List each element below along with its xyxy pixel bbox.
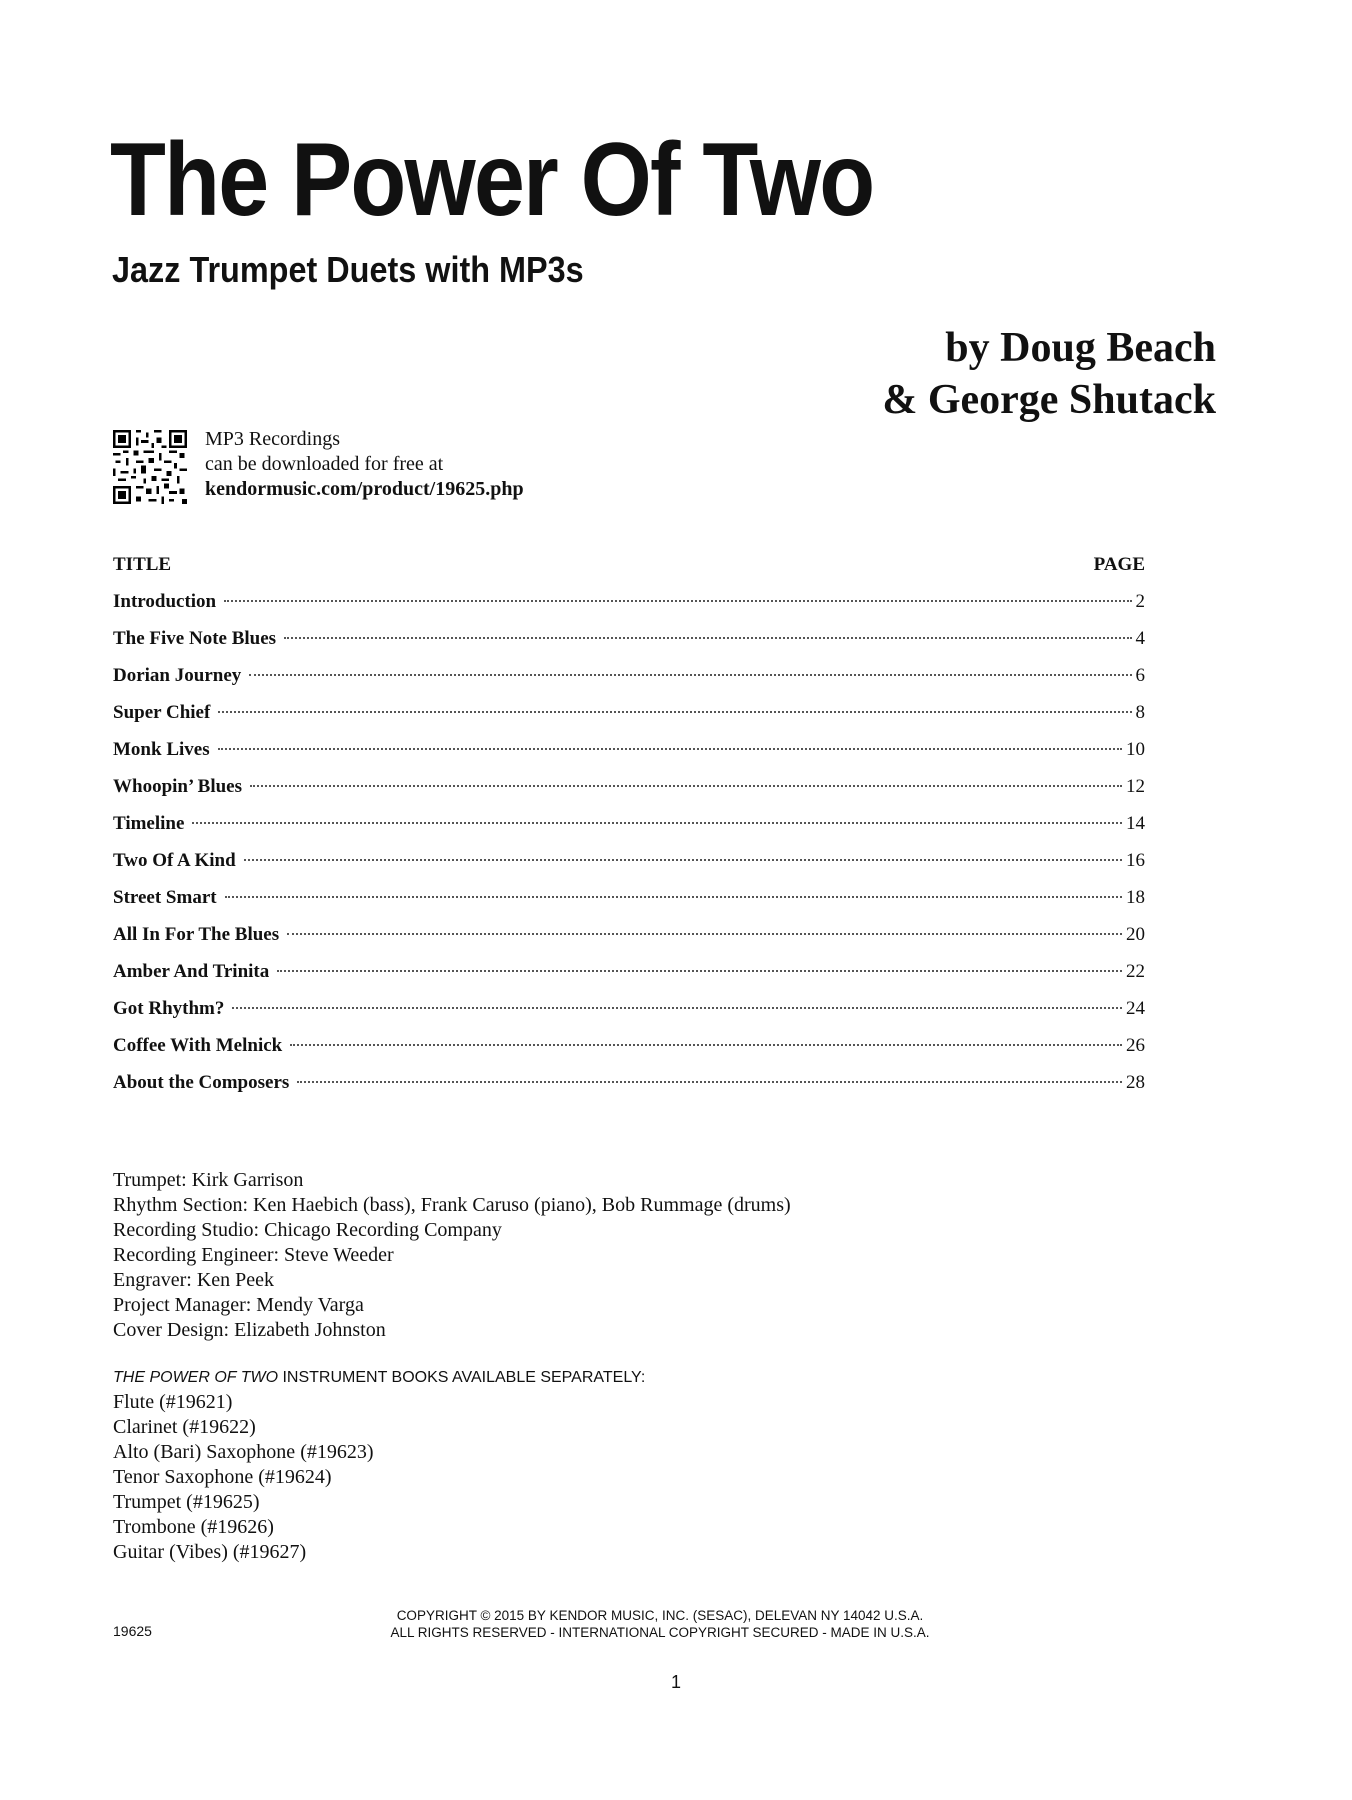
instrument-book-item: Clarinet (#19622) <box>113 1416 256 1438</box>
credit-line: Rhythm Section: Ken Haebich (bass), Frank Caruso (piano), Bob Rummage (drums) <box>113 1194 791 1216</box>
page-subtitle: Jazz Trumpet Duets with MP3s <box>112 249 584 290</box>
toc-entry-page: 24 <box>1126 998 1145 1019</box>
author-line-1: by Doug Beach <box>945 325 1216 371</box>
instrument-book-item: Flute (#19621) <box>113 1391 233 1413</box>
toc-entry-title: Coffee With Melnick <box>113 1035 283 1056</box>
instrument-book-item: Guitar (Vibes) (#19627) <box>113 1541 307 1563</box>
credit-line: Project Manager: Mendy Varga <box>113 1294 364 1316</box>
toc-entry-page: 26 <box>1126 1035 1145 1056</box>
toc-entry-title: All In For The Blues <box>113 924 280 945</box>
mp3-url-link[interactable]: kendormusic.com/product/19625.php <box>205 478 524 500</box>
available-books-heading <box>113 1369 645 1387</box>
available-series-title: THE POWER OF TWO <box>113 1369 279 1386</box>
toc-entry[interactable] <box>113 772 1145 809</box>
mp3-line-1: MP3 Recordings <box>205 428 340 450</box>
toc-entry-page: 4 <box>1135 628 1145 649</box>
credit-line: Recording Studio: Chicago Recording Company <box>113 1219 502 1241</box>
toc-header <box>113 550 1145 587</box>
toc-entry-title: Got Rhythm? <box>113 998 225 1019</box>
toc-leader-dots <box>225 896 1122 898</box>
toc-entry[interactable] <box>113 957 1145 994</box>
page-number: 1 <box>670 1672 681 1692</box>
copyright-line-1: COPYRIGHT © 2015 BY KENDOR MUSIC, INC. (SESAC), DELEVAN NY 14042 U.S.A. <box>396 1608 924 1623</box>
credit-line: Recording Engineer: Steve Weeder <box>113 1244 394 1266</box>
toc-entry-title: Street Smart <box>113 887 217 908</box>
toc-title-header: TITLE <box>113 554 172 575</box>
toc-leader-dots <box>218 711 1131 713</box>
toc-entry[interactable] <box>113 994 1145 1031</box>
instrument-book-item: Trombone (#19626) <box>113 1516 274 1538</box>
instrument-book-item: Alto (Bari) Saxophone (#19623) <box>113 1441 374 1463</box>
toc-entry-title: Two Of A Kind <box>113 850 236 871</box>
toc-leader-dots <box>277 970 1122 972</box>
toc-entry-title: About the Composers <box>113 1072 290 1093</box>
toc-entry-page: 10 <box>1126 739 1145 760</box>
toc-entry-page: 8 <box>1135 702 1145 723</box>
toc-entry[interactable] <box>113 661 1145 698</box>
toc-leader-dots <box>284 637 1131 639</box>
author-line-2: & George Shutack <box>882 377 1216 423</box>
toc-entry[interactable] <box>113 698 1145 735</box>
instrument-books-list <box>113 1390 374 1565</box>
toc-entry-title: Super Chief <box>113 702 211 723</box>
toc-entry[interactable] <box>113 920 1145 957</box>
toc-entry-page: 20 <box>1126 924 1145 945</box>
toc-leader-dots <box>250 785 1122 787</box>
toc-entry-title: The Five Note Blues <box>113 628 277 649</box>
mp3-line-2: can be downloaded for free at <box>205 453 444 475</box>
toc-entry-title: Introduction <box>113 591 217 612</box>
toc-entry[interactable] <box>113 883 1145 920</box>
credits-list <box>113 1168 791 1343</box>
toc-page-header: PAGE <box>1093 554 1145 575</box>
toc-entry-page: 28 <box>1126 1072 1145 1093</box>
available-heading-text: INSTRUMENT BOOKS AVAILABLE SEPARATELY: <box>278 1369 646 1386</box>
qr-code-icon <box>113 430 187 504</box>
toc-entry-title: Amber And Trinita <box>113 961 270 982</box>
credit-line: Cover Design: Elizabeth Johnston <box>113 1319 386 1341</box>
toc-entry[interactable] <box>113 1068 1145 1105</box>
instrument-book-item: Tenor Saxophone (#19624) <box>113 1466 332 1488</box>
toc-entry-page: 2 <box>1135 591 1145 612</box>
credit-line: Engraver: Ken Peek <box>113 1269 275 1291</box>
toc-leader-dots <box>224 600 1131 602</box>
toc-entry[interactable] <box>113 587 1145 624</box>
toc-entry-page: 6 <box>1135 665 1145 686</box>
toc-entry-title: Whoopin’ Blues <box>113 776 242 797</box>
toc-leader-dots <box>290 1044 1122 1046</box>
toc-entry[interactable] <box>113 846 1145 883</box>
toc-entry[interactable] <box>113 735 1145 772</box>
mp3-download-info <box>205 427 524 502</box>
toc-leader-dots <box>297 1081 1122 1083</box>
toc-entry-page: 16 <box>1126 850 1145 871</box>
copyright-line-2: ALL RIGHTS RESERVED - INTERNATIONAL COPYRIGHT SECURED - MADE IN U.S.A. <box>390 1625 930 1640</box>
toc-leader-dots <box>218 748 1122 750</box>
authors <box>882 322 1216 426</box>
toc-entry[interactable] <box>113 809 1145 846</box>
toc-entry-title: Dorian Journey <box>113 665 242 686</box>
toc-leader-dots <box>287 933 1122 935</box>
toc-entry-page: 12 <box>1126 776 1145 797</box>
toc-entry-title: Timeline <box>113 813 185 834</box>
toc-entry-page: 14 <box>1126 813 1145 834</box>
toc-entry-page: 22 <box>1126 961 1145 982</box>
catalog-code: 19625 <box>113 1623 152 1639</box>
toc-entry[interactable] <box>113 1031 1145 1068</box>
toc-entry-title: Monk Lives <box>113 739 210 760</box>
toc-leader-dots <box>249 674 1131 676</box>
toc-leader-dots <box>244 859 1122 861</box>
toc-leader-dots <box>192 822 1122 824</box>
toc-leader-dots <box>232 1007 1122 1009</box>
instrument-book-item: Trumpet (#19625) <box>113 1491 260 1513</box>
page-title: The Power Of Two <box>110 122 874 238</box>
toc-entry[interactable] <box>113 624 1145 661</box>
credit-line: Trumpet: Kirk Garrison <box>113 1169 304 1191</box>
toc-entry-page: 18 <box>1126 887 1145 908</box>
table-of-contents <box>113 550 1145 1105</box>
copyright-notice <box>300 1607 1020 1641</box>
